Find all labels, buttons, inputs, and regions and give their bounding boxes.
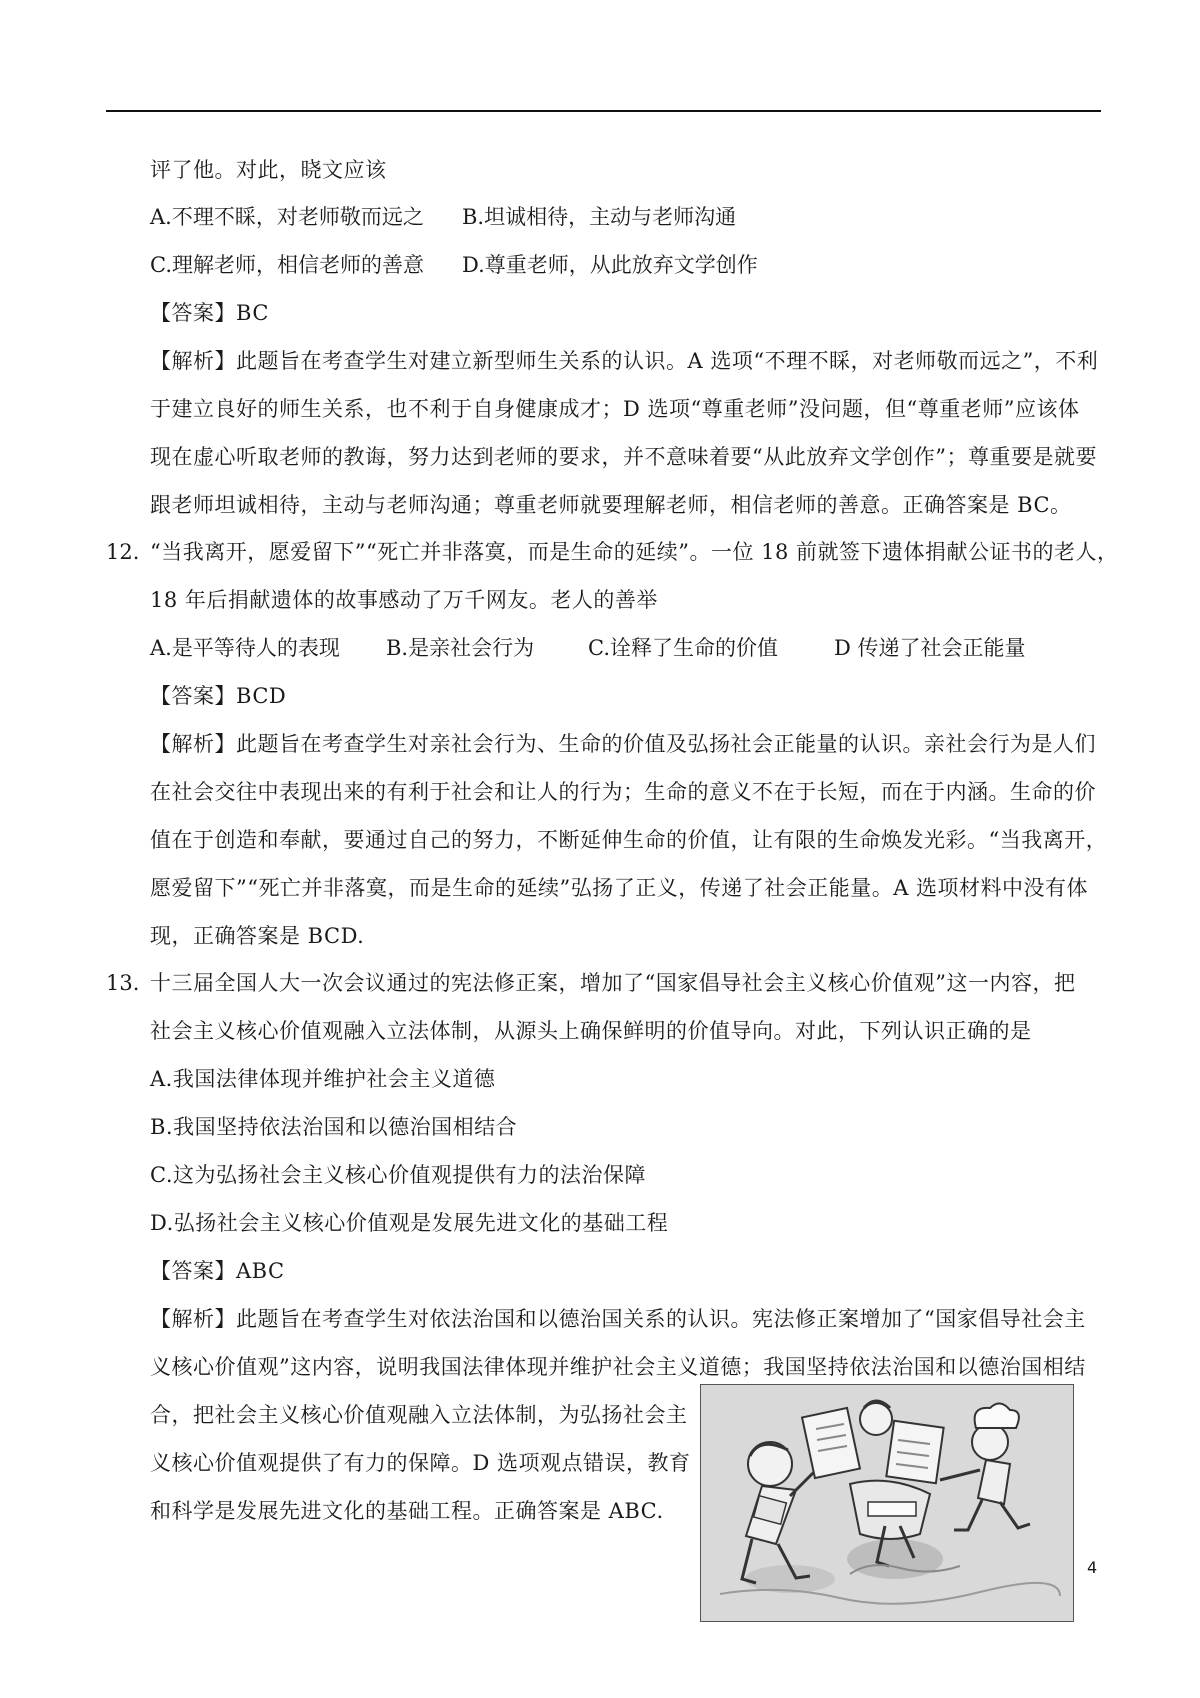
q13-analysis-line: 【解析】此题旨在考查学生对依法治国和以德治国关系的认识。宪法修正案增加了“国家倡导社会主	[150, 1307, 1086, 1331]
q12-answer: 【答案】BCD	[150, 684, 287, 708]
q11-option-b: B.坦诚相待，主动与老师沟通	[462, 205, 737, 229]
q12-analysis-line: 愿爱留下”“死亡并非落寞，而是生命的延续”弘扬了正义，传递了社会正能量。A 选项材料中没有体	[150, 876, 1089, 900]
q11-option-d: D.尊重老师，从此放弃文学创作	[462, 253, 758, 277]
q13-analysis-line: 义核心价值观”这内容，说明我国法律体现并维护社会主义道德；我国坚持依法治国和以德治国相结	[150, 1355, 1086, 1379]
q12-option-b: B.是亲社会行为	[386, 636, 535, 660]
q12-option-a: A.是平等待人的表现	[150, 636, 340, 660]
cartoon-illustration	[700, 1384, 1074, 1622]
q11-analysis-line: 于建立良好的师生关系，也不利于自身健康成才；D 选项“尊重老师”没问题，但“尊重老师”应该体	[150, 397, 1080, 421]
q13-number: 13.	[106, 971, 140, 995]
q11-analysis-line: 现在虚心听取老师的教诲，努力达到老师的要求，并不意味着要“从此放弃文学创作”；尊重要是就要	[150, 445, 1097, 469]
q13-option-b: B.我国坚持依法治国和以德治国相结合	[150, 1115, 518, 1139]
q11-option-a: A.不理不睬，对老师敬而远之	[150, 205, 424, 229]
q12-analysis-line: 在社会交往中表现出来的有利于社会和让人的行为；生命的意义不在于长短，而在于内涵。生命的价	[150, 780, 1096, 804]
header-rule	[106, 110, 1101, 112]
q12-stem-line: “当我离开，愿爱留下”“死亡并非落寞，而是生命的延续”。一位 18 前就签下遗体捐献公证书的老人，	[150, 540, 1119, 564]
q13-answer: 【答案】ABC	[150, 1259, 285, 1283]
q12-analysis-line: 【解析】此题旨在考查学生对亲社会行为、生命的价值及弘扬社会正能量的认识。亲社会行为是人们	[150, 732, 1096, 756]
q12-stem-line: 18 年后捐献遗体的故事感动了万千网友。老人的善举	[150, 588, 658, 612]
q13-analysis-line: 义核心价值观提供了有力的保障。D 选项观点错误，教育	[150, 1451, 691, 1475]
q13-stem-line: 社会主义核心价值观融入立法体制，从源头上确保鲜明的价值导向。对此，下列认识正确的是	[150, 1019, 1032, 1043]
q11-analysis-line: 【解析】此题旨在考查学生对建立新型师生关系的认识。A 选项“不理不睬，对老师敬而远之”，不利	[150, 349, 1099, 373]
q11-analysis-line: 跟老师坦诚相待，主动与老师沟通；尊重老师就要理解老师，相信老师的善意。正确答案是 BC。	[150, 493, 1072, 517]
q11-option-c: C.理解老师，相信老师的善意	[150, 253, 424, 277]
q13-analysis-line: 和科学是发展先进文化的基础工程。正确答案是 ABC.	[150, 1499, 664, 1523]
q13-option-a: A.我国法律体现并维护社会主义道德	[150, 1067, 496, 1091]
q12-option-d: D 传递了社会正能量	[834, 636, 1026, 660]
q12-option-c: C.诠释了生命的价值	[588, 636, 778, 660]
q13-analysis-line: 合，把社会主义核心价值观融入立法体制，为弘扬社会主	[150, 1403, 688, 1427]
q12-analysis-line: 值在于创造和奉献，要通过自己的努力，不断延伸生命的价值，让有限的生命焕发光彩。“当我离开，	[150, 828, 1108, 852]
page-number: 4	[1087, 1558, 1098, 1577]
q12-analysis-line: 现，正确答案是 BCD.	[150, 924, 365, 948]
q12-number: 12.	[106, 540, 140, 564]
q11-answer: 【答案】BC	[150, 301, 269, 325]
q13-option-c: C.这为弘扬社会主义核心价值观提供有力的法治保障	[150, 1163, 646, 1187]
q11-stem-continuation: 评了他。对此，晓文应该	[150, 158, 387, 182]
q13-stem-line: 十三届全国人大一次会议通过的宪法修正案，增加了“国家倡导社会主义核心价值观”这一内容，把	[150, 971, 1076, 995]
q13-option-d: D.弘扬社会主义核心价值观是发展先进文化的基础工程	[150, 1211, 669, 1235]
